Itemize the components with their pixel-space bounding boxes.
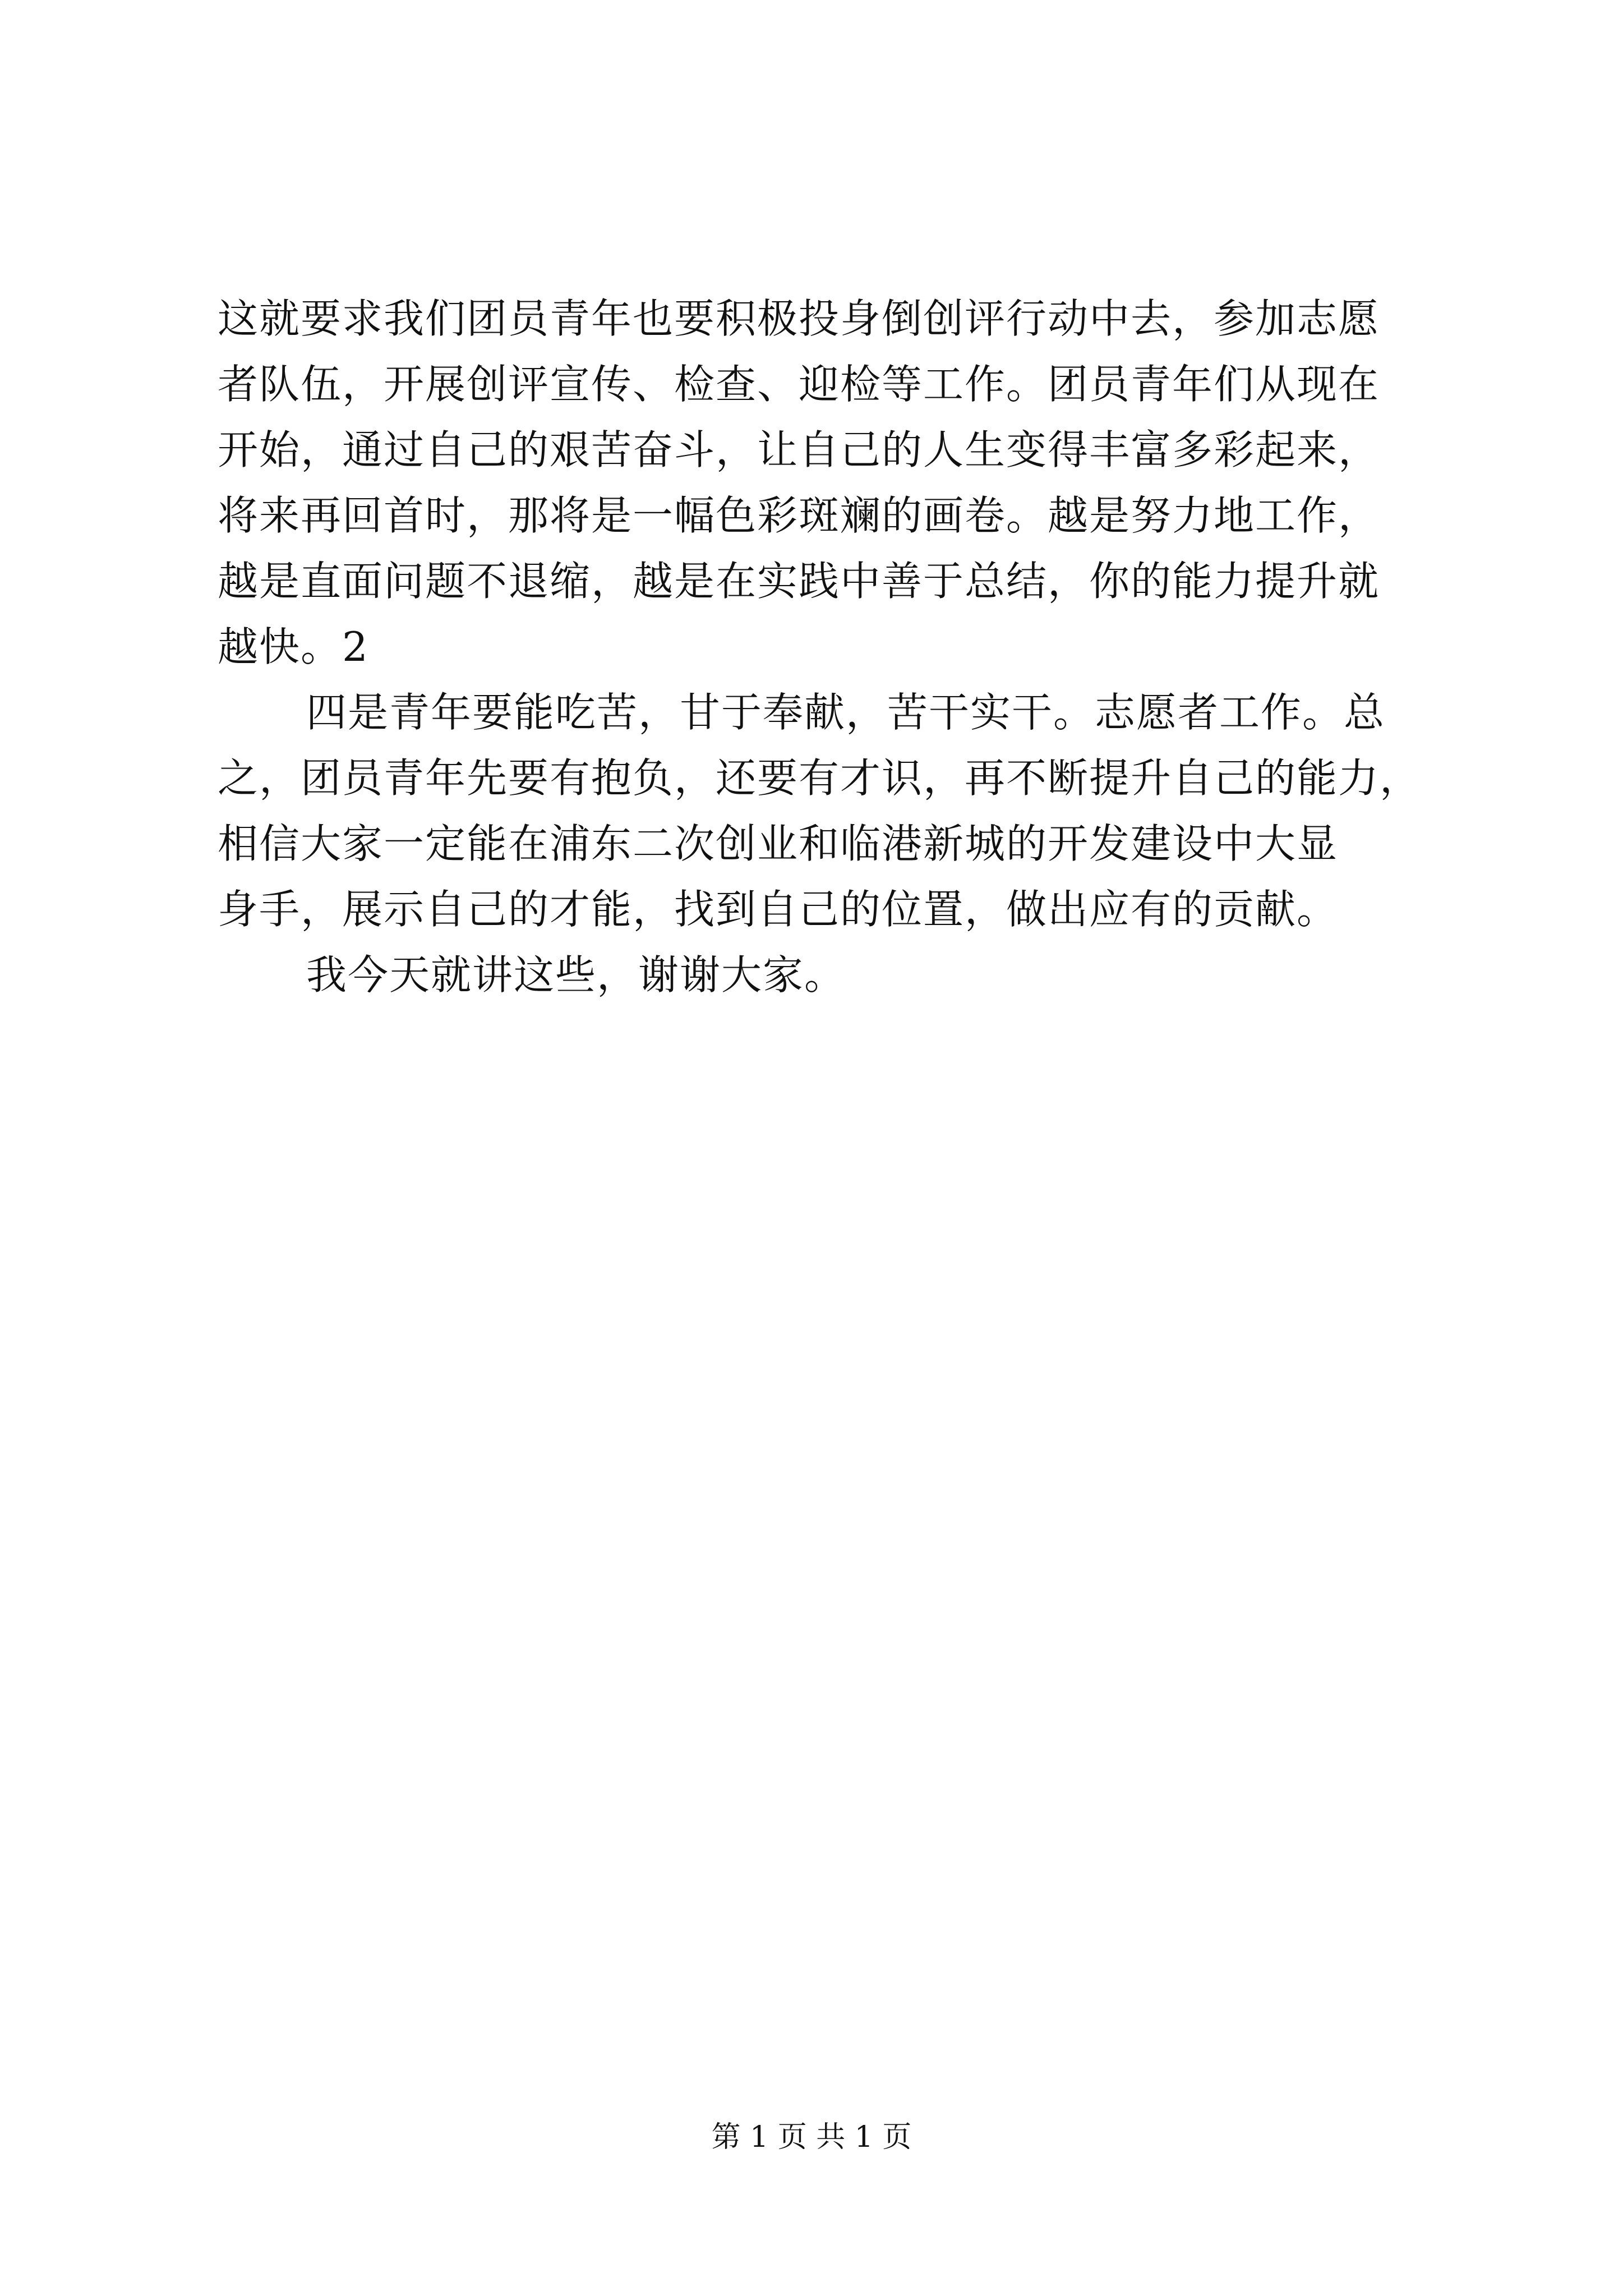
body-text — [218, 286, 1422, 1008]
text-line: 我今天就讲这些，谢谢大家。 — [306, 951, 846, 999]
paragraph-1 — [218, 286, 1412, 680]
paragraph-2 — [218, 680, 1422, 942]
text-line: 越快。2 — [218, 623, 369, 670]
text-line: 将来再回首时，那将是一幅色彩斑斓的画卷。越是努力地工作， — [218, 492, 1380, 539]
text-line: 越是直面问题不退缩，越是在实践中善于总结，你的能力提升就 — [218, 558, 1380, 605]
text-line: 四是青年要能吃苦，甘于奉献，苦干实干。志愿者工作。总 — [306, 689, 1386, 736]
text-line: 之，团员青年先要有抱负，还要有才识，再不断提升自己的能力， — [218, 754, 1422, 802]
paragraph-3 — [218, 942, 1412, 1008]
text-line: 者队伍，开展创评宣传、检查、迎检等工作。团员青年们从现在 — [218, 361, 1380, 408]
text-line: 相信大家一定能在浦东二次创业和临港新城的开发建设中大显 — [218, 820, 1339, 867]
text-line: 身手，展示自己的才能，找到自己的位置，做出应有的贡献。 — [218, 886, 1339, 933]
text-line: 开始，通过自己的艰苦奋斗，让自己的人生变得丰富多彩起来， — [218, 426, 1380, 473]
text-line: 这就要求我们团员青年也要积极投身倒创评行动中去，参加志愿 — [218, 295, 1380, 342]
page-footer: 第 1 页 共 1 页 — [711, 2120, 912, 2154]
